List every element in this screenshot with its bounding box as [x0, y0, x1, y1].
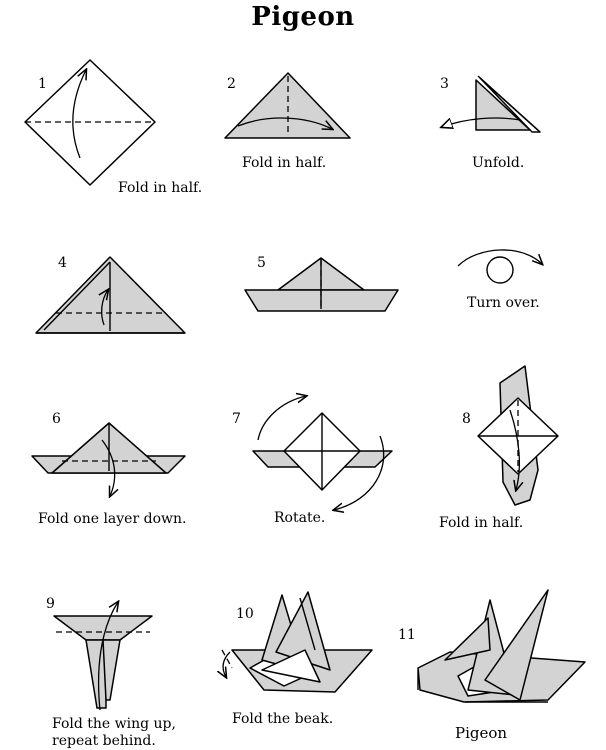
step-9-diagram [54, 602, 152, 710]
step-6-caption: Fold one layer down. [38, 511, 187, 527]
step-10-number: 10 [236, 606, 254, 622]
step-6-number: 6 [52, 411, 61, 427]
step-9-caption-line2: repeat behind. [52, 733, 156, 749]
step-11-caption: Pigeon [455, 724, 508, 742]
step-8-diagram [478, 366, 558, 505]
step-1-caption: Fold in half. [118, 180, 203, 196]
step-9-number: 9 [46, 596, 55, 612]
step-8-caption: Fold in half. [439, 515, 524, 531]
step-7-diagram [253, 396, 392, 510]
step-3-number: 3 [440, 76, 449, 92]
step-2-diagram [225, 73, 350, 138]
step-6-diagram [32, 423, 185, 496]
step-11-number: 11 [398, 627, 416, 643]
step-5-diagram [245, 258, 398, 311]
step-3-diagram [442, 76, 540, 132]
step-7-caption: Rotate. [274, 510, 326, 526]
step-2-number: 2 [227, 76, 236, 92]
step-4-diagram [36, 257, 185, 333]
step-7-number: 7 [232, 411, 241, 427]
step-8-number: 8 [462, 411, 471, 427]
turn-over-diagram [458, 250, 542, 283]
page-title: Pigeon [251, 2, 355, 32]
step-10-caption: Fold the beak. [232, 711, 334, 727]
step-1-number: 1 [38, 76, 47, 92]
step-1-diagram [25, 60, 155, 185]
step-9-caption-line1: Fold the wing up, [52, 716, 176, 732]
step-3-caption: Unfold. [472, 155, 525, 171]
step-4-number: 4 [58, 255, 67, 271]
step-5-number: 5 [257, 255, 266, 271]
step-10-diagram [222, 592, 372, 692]
turn-over-caption: Turn over. [467, 295, 540, 311]
step-2-caption: Fold in half. [242, 155, 327, 171]
step-11-diagram [418, 590, 585, 702]
